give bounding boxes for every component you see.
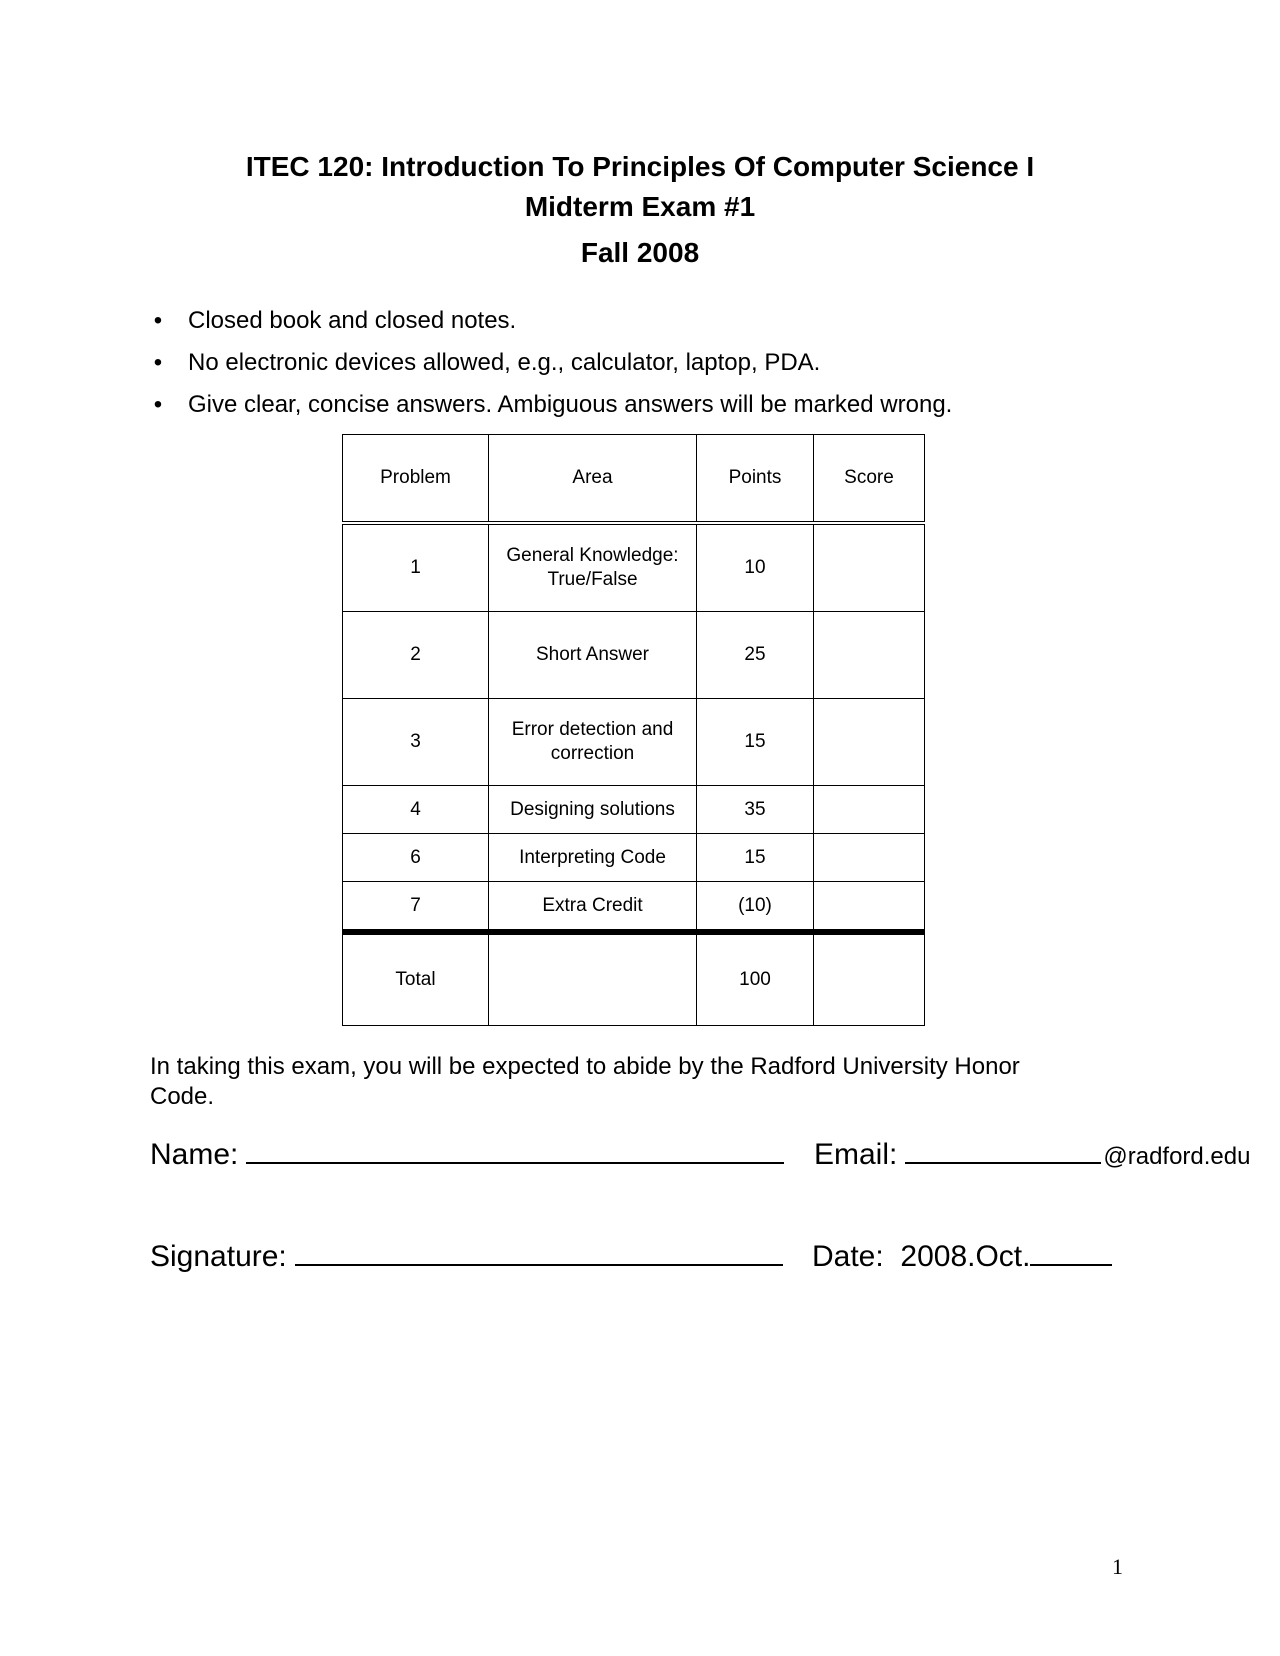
rule-text: No electronic devices allowed, e.g., calculator, laptop, PDA. bbox=[188, 349, 821, 376]
table-row bbox=[343, 834, 925, 882]
column-header-problem: Problem bbox=[343, 435, 489, 524]
honor-code-statement: In taking this exam, you will be expected to abide by the Radford University Honor Code. bbox=[150, 1053, 1020, 1110]
problem-cell: 6 bbox=[343, 834, 489, 882]
exam-name: Midterm Exam #1 bbox=[524, 191, 756, 222]
area-cell: Extra Credit bbox=[489, 882, 697, 933]
score-cell[interactable] bbox=[814, 523, 925, 612]
email-blank-line[interactable] bbox=[905, 1134, 1101, 1164]
area-cell: Designing solutions bbox=[489, 786, 697, 834]
area-cell: Error detection and correction bbox=[489, 699, 697, 786]
total-score-cell[interactable] bbox=[814, 932, 925, 1026]
email-field bbox=[814, 1134, 1250, 1175]
problem-cell: 3 bbox=[343, 699, 489, 786]
table-row bbox=[343, 523, 925, 612]
table-row bbox=[343, 882, 925, 933]
course-title: ITEC 120: Introduction To Principles Of Computer Science I bbox=[245, 151, 1035, 182]
points-cell: 15 bbox=[697, 834, 814, 882]
email-label: Email: bbox=[814, 1138, 898, 1171]
problem-cell: 2 bbox=[343, 612, 489, 699]
rule-text: Closed book and closed notes. bbox=[188, 307, 517, 334]
rule-item bbox=[150, 348, 952, 390]
signature-label: Signature: bbox=[150, 1240, 287, 1273]
score-cell[interactable] bbox=[814, 834, 925, 882]
bullet-icon: • bbox=[153, 349, 163, 376]
page-number: 1 bbox=[1112, 1554, 1123, 1579]
score-cell[interactable] bbox=[814, 612, 925, 699]
total-row bbox=[343, 932, 925, 1026]
signature-blank-line[interactable] bbox=[295, 1236, 783, 1266]
total-points-cell: 100 bbox=[697, 932, 814, 1026]
total-area-cell bbox=[489, 932, 697, 1026]
table-row bbox=[343, 786, 925, 834]
area-cell: General Knowledge: True/False bbox=[489, 523, 697, 612]
problem-cell: 4 bbox=[343, 786, 489, 834]
exam-term: Fall 2008 bbox=[580, 237, 700, 268]
name-label: Name: bbox=[150, 1138, 239, 1171]
area-cell: Interpreting Code bbox=[489, 834, 697, 882]
table-header-row bbox=[343, 435, 925, 524]
score-cell[interactable] bbox=[814, 699, 925, 786]
bullet-icon: • bbox=[153, 307, 163, 334]
exam-rules-list bbox=[150, 306, 952, 432]
table-row bbox=[343, 699, 925, 786]
area-cell: Short Answer bbox=[489, 612, 697, 699]
total-label-cell: Total bbox=[343, 932, 489, 1026]
points-cell: (10) bbox=[697, 882, 814, 933]
points-cell: 10 bbox=[697, 523, 814, 612]
signature-field bbox=[150, 1236, 783, 1275]
problem-cell: 7 bbox=[343, 882, 489, 933]
date-day-blank-line[interactable] bbox=[1030, 1236, 1112, 1266]
date-prefix: 2008.Oct. bbox=[900, 1240, 1031, 1273]
email-domain-suffix: @radford.edu bbox=[1103, 1143, 1251, 1170]
rule-text: Give clear, concise answers. Ambiguous answers will be marked wrong. bbox=[188, 391, 953, 418]
date-label: Date: bbox=[812, 1240, 884, 1273]
name-field bbox=[150, 1134, 784, 1173]
points-cell: 15 bbox=[697, 699, 814, 786]
bullet-icon: • bbox=[153, 391, 163, 418]
points-cell: 35 bbox=[697, 786, 814, 834]
rule-item bbox=[150, 306, 952, 348]
problem-cell: 1 bbox=[343, 523, 489, 612]
column-header-points: Points bbox=[697, 435, 814, 524]
column-header-area: Area bbox=[489, 435, 697, 524]
score-table bbox=[342, 434, 925, 1026]
score-cell[interactable] bbox=[814, 786, 925, 834]
points-cell: 25 bbox=[697, 612, 814, 699]
rule-item bbox=[150, 390, 952, 432]
table-row bbox=[343, 612, 925, 699]
column-header-score: Score bbox=[814, 435, 925, 524]
score-cell[interactable] bbox=[814, 882, 925, 933]
name-blank-line[interactable] bbox=[246, 1134, 784, 1164]
date-field bbox=[812, 1236, 1112, 1275]
